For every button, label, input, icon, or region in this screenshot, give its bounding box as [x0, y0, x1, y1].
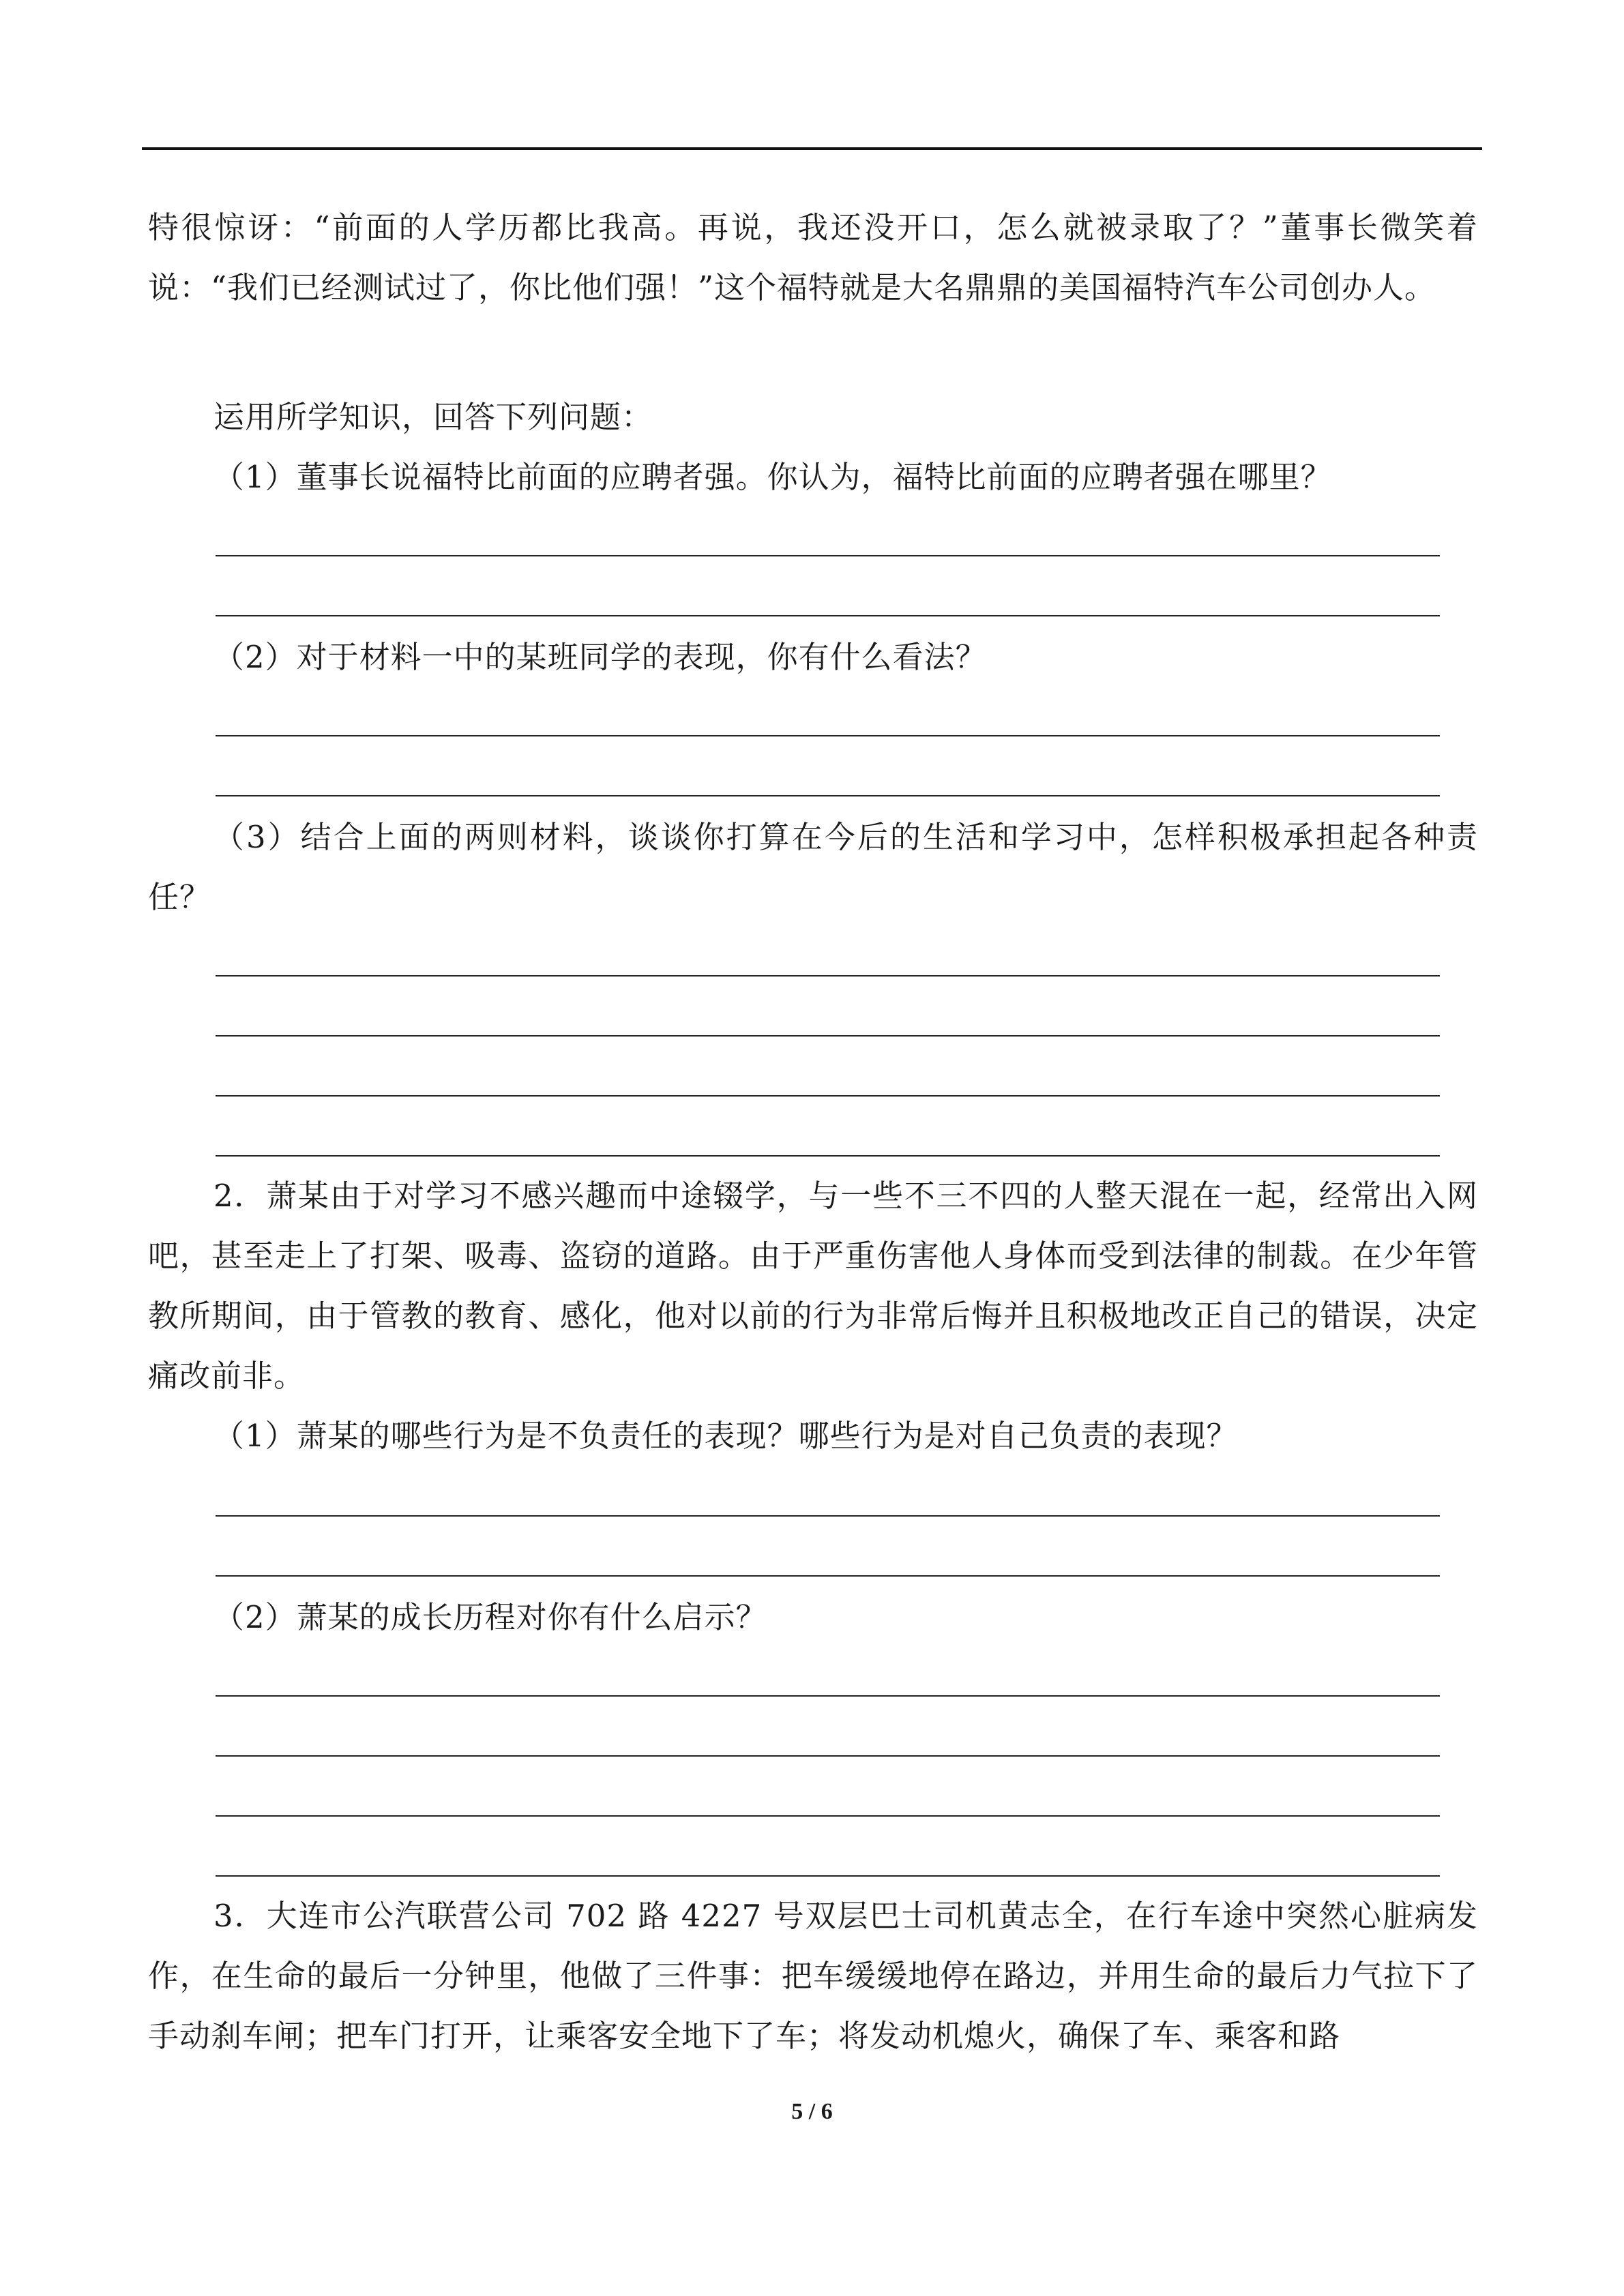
answer-line[interactable] [216, 1155, 1440, 1157]
paragraph-question-2: 2．萧某由于对学习不感兴趣而中途辍学，与一些不三不四的人整天混在一起，经常出入网吧，甚至走上了打架、吸毒、盗窃的道路。由于严重伤害他人身体而受到法律的制裁。在少年管教所期间，由于管教的教育、感化，他对以前的行为非常后悔并且积极地改正自己的错误，决定痛改前非。 [148, 1178, 1478, 1394]
answer-line[interactable] [216, 1755, 1440, 1757]
answer-line[interactable] [216, 1575, 1440, 1577]
answer-line[interactable] [216, 615, 1440, 616]
answer-line[interactable] [216, 795, 1440, 796]
header-rule [142, 147, 1482, 150]
answer-line[interactable] [216, 1515, 1440, 1517]
question-2-2: （2）萧某的成长历程对你有什么启示？ [213, 1599, 767, 1635]
question-1-3: （3）结合上面的两则材料，谈谈你打算在今后的生活和学习中，怎样积极承担起各种责任？ [148, 819, 1478, 915]
answer-line[interactable] [216, 555, 1440, 556]
page-number: 5 / 6 [791, 2099, 833, 2124]
answer-line[interactable] [216, 1875, 1440, 1877]
instruction-text: 运用所学知识，回答下列问题： [213, 399, 653, 435]
question-1-1: （1）董事长说福特比前面的应聘者强。你认为，福特比前面的应聘者强在哪里？ [213, 459, 1332, 495]
answer-line[interactable] [216, 975, 1440, 976]
answer-line[interactable] [216, 1095, 1440, 1097]
question-1-2: （2）对于材料一中的某班同学的表现，你有什么看法？ [213, 639, 987, 675]
answer-line[interactable] [216, 1815, 1440, 1817]
answer-line[interactable] [216, 735, 1440, 736]
answer-line[interactable] [216, 1695, 1440, 1697]
paragraph-question-3: 3．大连市公汽联营公司 702 路 4227 号双层巴士司机黄志全，在行车途中突然心脏病发作，在生命的最后一分钟里，他做了三件事：把车缓缓地停在路边，并用生命的最后力气拉下了手动刹车闸；把车门打开，让乘客安全地下了车；将发动机熄火，确保了车、乘客和路 [148, 1898, 1478, 2054]
paragraph-story-continuation: 特很惊讶：“前面的人学历都比我高。再说，我还没开口，怎么就被录取了？”董事长微笑着说：“我们已经测试过了，你比他们强！”这个福特就是大名鼎鼎的美国福特汽车公司创办人。 [148, 209, 1478, 305]
question-2-1: （1）萧某的哪些行为是不负责任的表现？哪些行为是对自己负责的表现？ [213, 1418, 1238, 1454]
answer-line[interactable] [216, 1035, 1440, 1037]
